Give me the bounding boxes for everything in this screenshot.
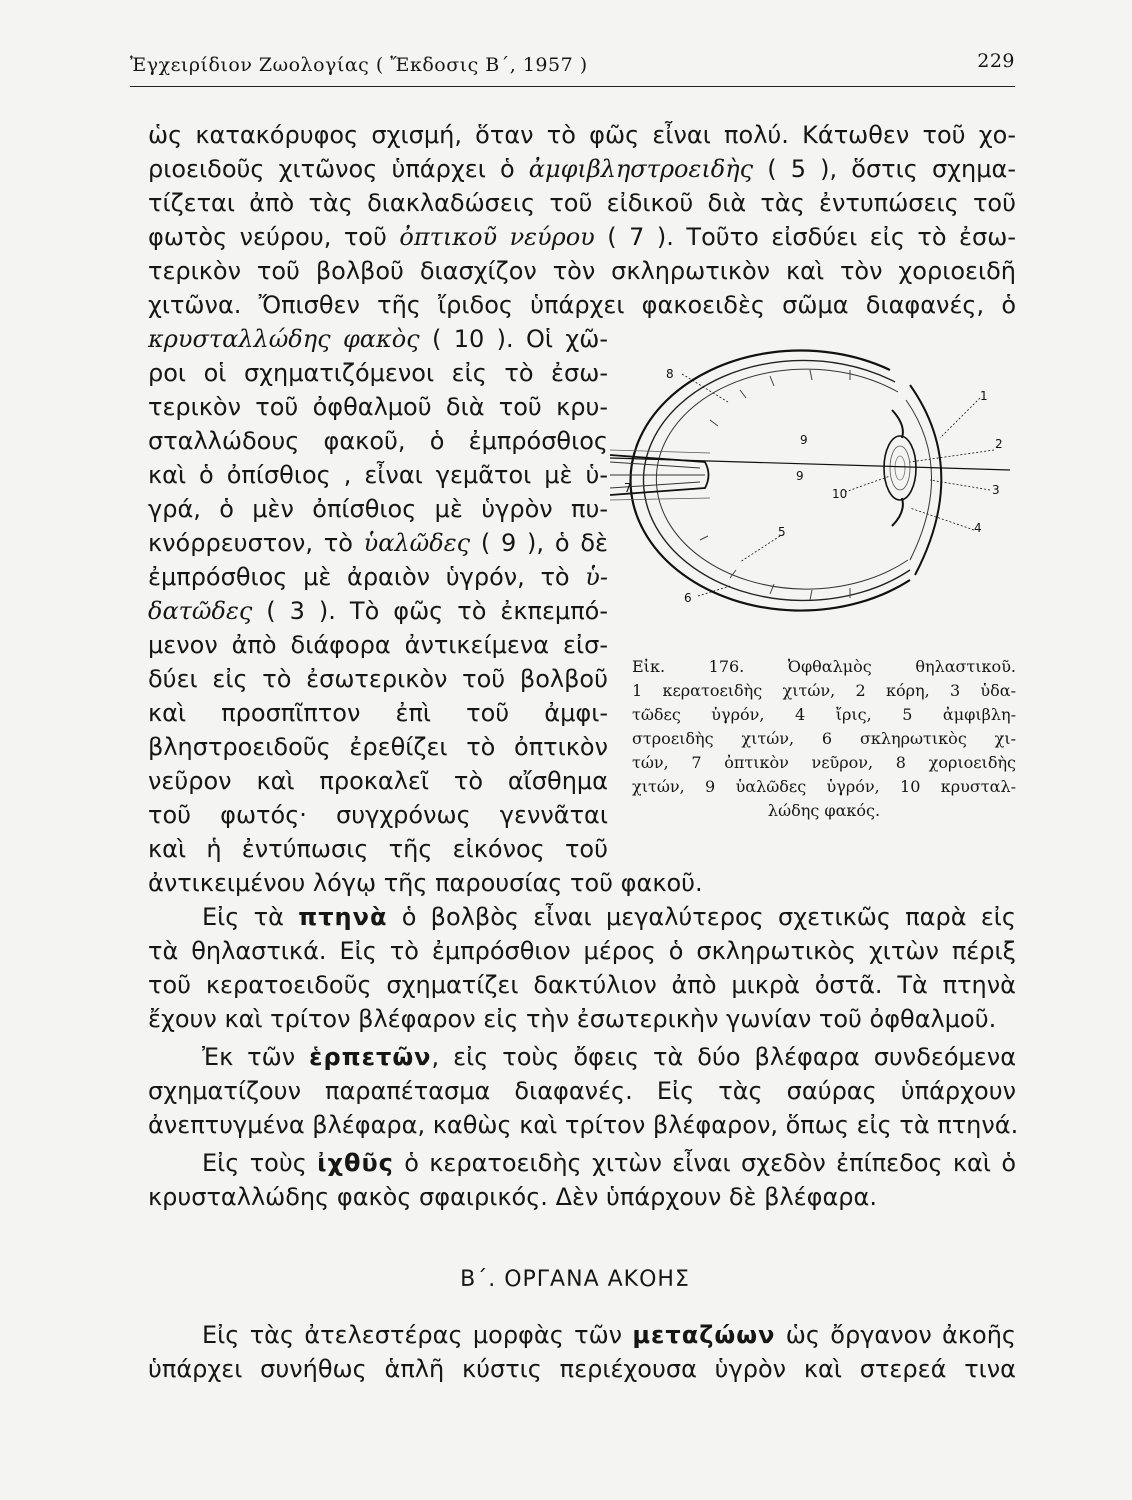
label-4: 4 — [974, 521, 982, 535]
retina-outline — [656, 369, 908, 589]
term-fishes: ἰχθῦς — [317, 1149, 394, 1177]
text-line: ριοειδοῦς χιτῶνος ὑπάρχει ὁ ἀμφιβληστροειδὴς ( 5 ), ὅστις σχημα- — [148, 155, 1016, 183]
text-line: φωτὸς νεύρου, τοῦ ὀπτικοῦ νεύρου ( 7 ). Τοῦτο εἰσδύει εἰς τὸ ἐσω- — [148, 223, 1016, 251]
term-retina: ἀμφιβληστροειδὴς — [528, 155, 754, 183]
text-line: τοῦ φωτός· συγχρόνως γεννᾶται — [148, 801, 608, 829]
text-line: δύει εἰς τὸ ἐσωτερικὸν τοῦ βολβοῦ — [148, 665, 608, 693]
iris-shape — [892, 410, 903, 526]
text-line: Εἰς τοὺς ἰχθῦς ὁ κερατοειδὴς χιτὼν εἶναι σχεδὸν ἐπίπεδος καὶ ὁ — [202, 1149, 1016, 1177]
sclera-outline — [631, 351, 910, 611]
term-aqueous: δατῶδες — [148, 597, 253, 625]
text-line: κρυσταλλώδης φακὸς σφαιρικός. Δὲν ὑπάρχουν δὲ βλέφαρα. — [148, 1183, 877, 1211]
term-metazoa: μεταζώων — [632, 1321, 776, 1349]
text-line: δατῶδες ( 3 ). Τὸ φῶς τὸ ἐκπεμπό- — [148, 597, 608, 625]
text-line: χιτῶνα. Ὄπισθεν τῆς ἴριδος ὑπάρχει φακοειδὲς σῶμα διαφανές, ὁ — [148, 291, 1016, 319]
text-line: ἔχουν καὶ τρίτον βλέφαρον εἰς τὴν ἐσωτερικὴν γωνίαν τοῦ ὀφθαλμοῦ. — [148, 1005, 997, 1033]
eye-diagram — [610, 340, 1020, 620]
label-2: 2 — [995, 437, 1003, 451]
text-line: σχηματίζουν παραπέτασμα διαφανές. Εἰς τὰς σαύρας ὑπάρχουν — [148, 1077, 1016, 1105]
text-line: σταλλώδους φακοῦ, ὁ ἐμπρόσθιος — [148, 427, 608, 455]
text-line: γρά, ὁ μὲν ὀπίσθιος μὲ ὑγρὸν πυ- — [148, 495, 608, 523]
text-line: ροι οἱ σχηματιζόμενοι εἰς τὸ ἐσω- — [148, 359, 608, 387]
choroid-outline — [644, 360, 910, 600]
text-line: καὶ προσπῖπτον ἐπὶ τοῦ ἀμφι- — [148, 699, 608, 727]
text-line: Εἰς τὰς ἀτελεστέρας μορφὰς τῶν μεταζώων ὡς ὄργανον ἀκοῆς — [202, 1321, 1016, 1349]
label-1: 1 — [980, 389, 988, 403]
text-line: νεῦρον καὶ προκαλεῖ τὸ αἴσθημα — [148, 767, 608, 795]
text-line: ἐμπρόσθιος μὲ ἀραιὸν ὑγρόν, τὸ ὑ- — [148, 563, 608, 591]
text-line: ὡς κατακόρυφος σχισμή, ὅταν τὸ φῶς εἶναι πολύ. Κάτωθεν τοῦ χο- — [148, 121, 1016, 149]
text-line: τὰ θηλαστικά. Εἰς τὸ ἐμπρόσθιον μέρος ὁ σκληρωτικὸς χιτὼν πέριξ — [148, 937, 1016, 965]
text-line: ὑπάρχει συνήθως ἁπλῆ κύστις περιέχουσα ὑγρὸν καὶ στερεά τινα — [148, 1355, 1016, 1383]
text-line: καὶ ὁ ὀπίσθιος , εἶναι γεμᾶτοι μὲ ὑ- — [148, 461, 608, 489]
term-birds: πτηνὰ — [298, 903, 388, 931]
caption-line: τών, 7 ὀπτικὸν νεῦρον, 8 χοριοειδὴς — [632, 753, 1016, 772]
text-line: Εἰς τὰ πτηνὰ ὁ βολβὸς εἶναι μεγαλύτερος σχετικῶς παρὰ εἰς — [202, 903, 1017, 931]
term-optic-nerve: ὀπτικοῦ νεύρου — [399, 223, 595, 251]
figure-caption — [632, 655, 1016, 823]
caption-line: στροειδὴς χιτών, 6 σκληρωτικὸς χι- — [632, 729, 1016, 748]
text-line: Ἐκ τῶν ἑρπετῶν, εἰς τοὺς ὄφεις τὰ δύο βλέφαρα συνδεόμενα — [202, 1043, 1017, 1071]
caption-line: λώδης φακός. — [767, 801, 881, 820]
label-9-lower: 9 — [796, 469, 804, 483]
label-8: 8 — [666, 367, 674, 381]
text-line: τερικὸν τοῦ ὀφθαλμοῦ διὰ τοῦ κρυ- — [148, 393, 608, 421]
caption-line: χιτών, 9 ὑαλῶδες ὑγρόν, 10 κρυσταλ- — [632, 777, 1016, 796]
label-9-upper: 9 — [800, 433, 808, 447]
caption-line: 1 κερατοειδὴς χιτών, 2 κόρη, 3 ὑδα- — [632, 681, 1016, 700]
text-line: μενον ἀπὸ διάφορα ἀντικείμενα εἰσ- — [148, 631, 608, 659]
label-7: 7 — [624, 481, 632, 495]
caption-line: τῶδες ὑγρόν, 4 ἴρις, 5 ἀμφιβλη- — [632, 705, 1016, 724]
eye-diagram-svg — [610, 340, 1020, 620]
label-5: 5 — [778, 525, 786, 539]
term-lens: κρυσταλλώδης φακὸς — [148, 325, 420, 353]
running-head — [130, 46, 1015, 87]
text-line: κρυσταλλώδης φακὸς ( 10 ). Οἱ χῶ- — [148, 325, 609, 353]
text-line: βληστροειδοῦς ἐρεθίζει τὸ ὀπτικὸν — [148, 733, 608, 761]
page-number: 229 — [977, 50, 1015, 72]
text-line: τοῦ κερατοειδοῦς σχηματίζει δακτύλιον ἀπὸ μικρὰ ὀστᾶ. Τὰ πτηνὰ — [148, 971, 1016, 999]
text-line: τερικὸν τοῦ βολβοῦ διασχίζον τὸν σκληρωτικὸν καὶ τὸν χοριοειδῆ — [148, 257, 1016, 285]
text-line: ἀνεπτυγμένα βλέφαρα, καθὼς καὶ τρίτον βλέφαρον, ὅπως εἰς τὰ πτηνά. — [148, 1111, 1019, 1139]
label-3: 3 — [992, 483, 1000, 497]
label-10: 10 — [832, 487, 848, 501]
term-reptiles: ἑρπετῶν — [309, 1043, 432, 1071]
text-line: κνόρρευστον, τὸ ὑαλῶδες ( 9 ), ὁ δὲ — [148, 529, 608, 557]
section-title: Β΄. ΟΡΓΑΝΑ ΑΚΟΗΣ — [460, 1267, 690, 1292]
text-line: καὶ ἡ ἐντύπωσις τῆς εἰκόνος τοῦ — [148, 835, 608, 863]
text-line: ἀντικειμένου λόγῳ τῆς παρουσίας τοῦ φακοῦ. — [148, 869, 703, 897]
label-6: 6 — [684, 591, 692, 605]
running-head-title: Ἐγχειρίδιον Ζωολογίας ( Ἔκδοσις Β΄, 1957 ) — [130, 54, 588, 76]
term-vitreous: ὑαλῶδες — [363, 529, 471, 557]
caption-line: Εἰκ. 176. Ὀφθαλμὸς θηλαστικοῦ. — [632, 657, 1016, 676]
text-line: τίζεται ἀπὸ τὰς διακλαδώσεις τοῦ εἰδικοῦ διὰ τὰς ἐντυπώσεις τοῦ — [148, 189, 1016, 217]
